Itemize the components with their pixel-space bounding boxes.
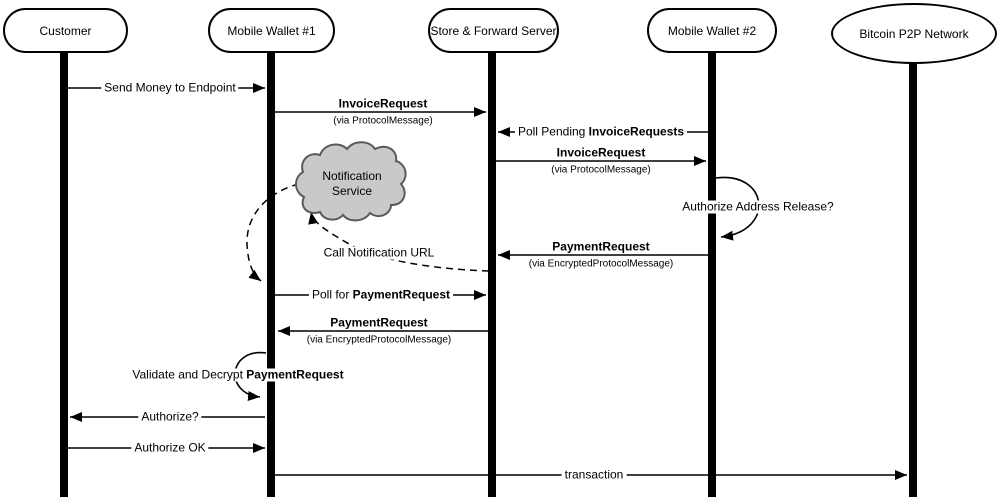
label-payment-request-to-wallet1: PaymentRequest (via EncryptedProtocolMessage) bbox=[306, 315, 452, 346]
actor-bitcoin-p2p-network-label: Bitcoin P2P Network bbox=[859, 26, 969, 41]
label-call-notification-url: Call Notification URL bbox=[321, 247, 438, 260]
notification-service-cloud-label bbox=[322, 169, 381, 199]
actor-mobile-wallet-1-label: Mobile Wallet #1 bbox=[227, 23, 316, 38]
label-authorize-ok: Authorize OK bbox=[131, 442, 208, 455]
actor-store-forward-server bbox=[428, 8, 559, 53]
actor-customer-label: Customer bbox=[39, 23, 92, 38]
label-authorize-question: Authorize? bbox=[138, 411, 201, 424]
label-send-money-to-endpoint: Send Money to Endpoint bbox=[101, 82, 238, 95]
label-validate-and-decrypt: Validate and Decrypt PaymentRequest bbox=[129, 369, 346, 382]
dashed-call-notification-url bbox=[311, 212, 489, 271]
cloud-label-line2: Service bbox=[331, 184, 372, 198]
label-invoice-request-to-wallet2: InvoiceRequest (via ProtocolMessage) bbox=[551, 145, 651, 176]
actor-mobile-wallet-2-label: Mobile Wallet #2 bbox=[667, 23, 757, 38]
actor-store-forward-server-label: Store & Forward Server bbox=[430, 23, 557, 38]
label-invoice-request-to-server: InvoiceRequest (via ProtocolMessage) bbox=[333, 96, 433, 127]
label-poll-for-payment-request: Poll for PaymentRequest bbox=[309, 289, 453, 302]
label-payment-request-to-server: PaymentRequest (via EncryptedProtocolMessage) bbox=[528, 239, 674, 270]
label-poll-pending-invoice-requests: Poll Pending InvoiceRequests bbox=[515, 126, 687, 139]
actor-mobile-wallet-1 bbox=[208, 8, 335, 53]
actor-mobile-wallet-2 bbox=[647, 8, 777, 53]
actor-bitcoin-p2p-network bbox=[831, 3, 997, 64]
label-transaction: transaction bbox=[562, 469, 627, 482]
actor-customer bbox=[3, 8, 128, 53]
dashed-notification-to-wallet bbox=[247, 184, 299, 281]
label-authorize-address-release: Authorize Address Release? bbox=[679, 201, 836, 214]
cloud-label-line1: Notification bbox=[322, 169, 382, 183]
